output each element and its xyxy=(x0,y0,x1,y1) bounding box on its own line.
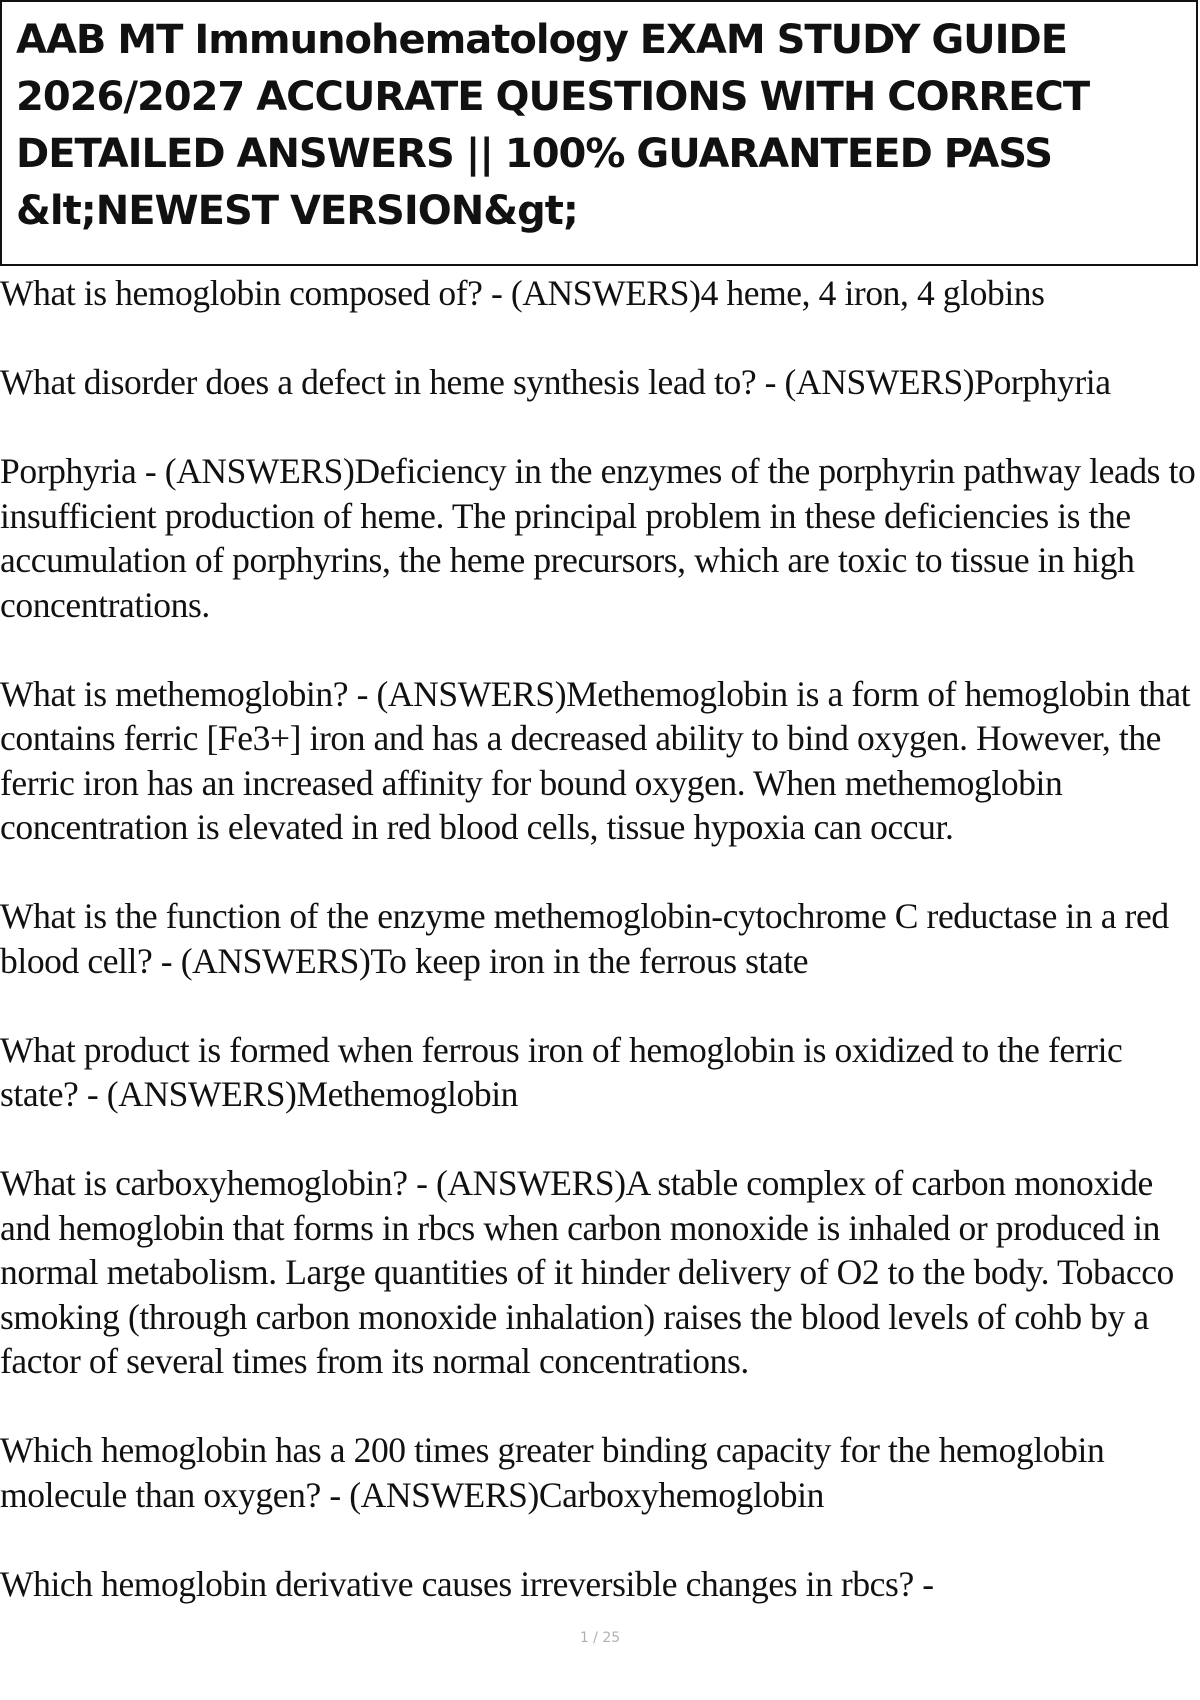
qa-entry: What disorder does a defect in heme synthesis lead to? - (ANSWERS)Porphyria xyxy=(0,362,1111,402)
page-number: 1 / 25 xyxy=(579,1630,621,1646)
qa-list xyxy=(0,271,1200,1606)
title-box xyxy=(0,0,1198,266)
qa-entry: What is the function of the enzyme methemoglobin-cytochrome C reductase in a red blood cell? - (ANSWERS)To keep iron in the ferrous state xyxy=(0,896,1169,981)
qa-entry: Porphyria - (ANSWERS)Deficiency in the enzymes of the porphyrin pathway leads to insufficient production of heme. The principal problem in these deficiencies is the accumulation of porphyrins, the heme precursors, which are toxic to tissue in high concentrations. xyxy=(0,451,1196,625)
document-title: AAB MT Immunohematology EXAM STUDY GUIDE 2026/2027 ACCURATE QUESTIONS WITH CORRECT DETAILED ANSWERS || 100% GUARANTEED PASS &lt;NEWEST VERSION&gt; xyxy=(16,17,1090,234)
qa-entry: What is methemoglobin? - (ANSWERS)Methemoglobin is a form of hemoglobin that contains ferric [Fe3+] iron and has a decreased ability to bind oxygen. However, the ferric iron has an increased affinity for bound oxygen. When methemoglobin concentration is elevated in red blood cells, tissue hypoxia can occur. xyxy=(0,673,1191,847)
qa-entry: What is hemoglobin composed of? - (ANSWERS)4 heme, 4 iron, 4 globins xyxy=(0,273,1045,313)
qa-entry: What is carboxyhemoglobin? - (ANSWERS)A stable complex of carbon monoxide and hemoglobin that forms in rbcs when carbon monoxide is inhaled or produced in normal metabolism. Large quantities of it hinder delivery of O2 to the body. Tobacco smoking (through carbon monoxide inhalation) raises the blood levels of cohb by a factor of several times from its normal concentrations. xyxy=(0,1163,1174,1381)
qa-entry: Which hemoglobin has a 200 times greater binding capacity for the hemoglobin molecule than oxygen? - (ANSWERS)Carboxyhemoglobin xyxy=(0,1430,1105,1515)
qa-entry: What product is formed when ferrous iron of hemoglobin is oxidized to the ferric state? - (ANSWERS)Methemoglobin xyxy=(0,1029,1123,1114)
qa-entry: Which hemoglobin derivative causes irreversible changes in rbcs? - xyxy=(0,1563,934,1604)
